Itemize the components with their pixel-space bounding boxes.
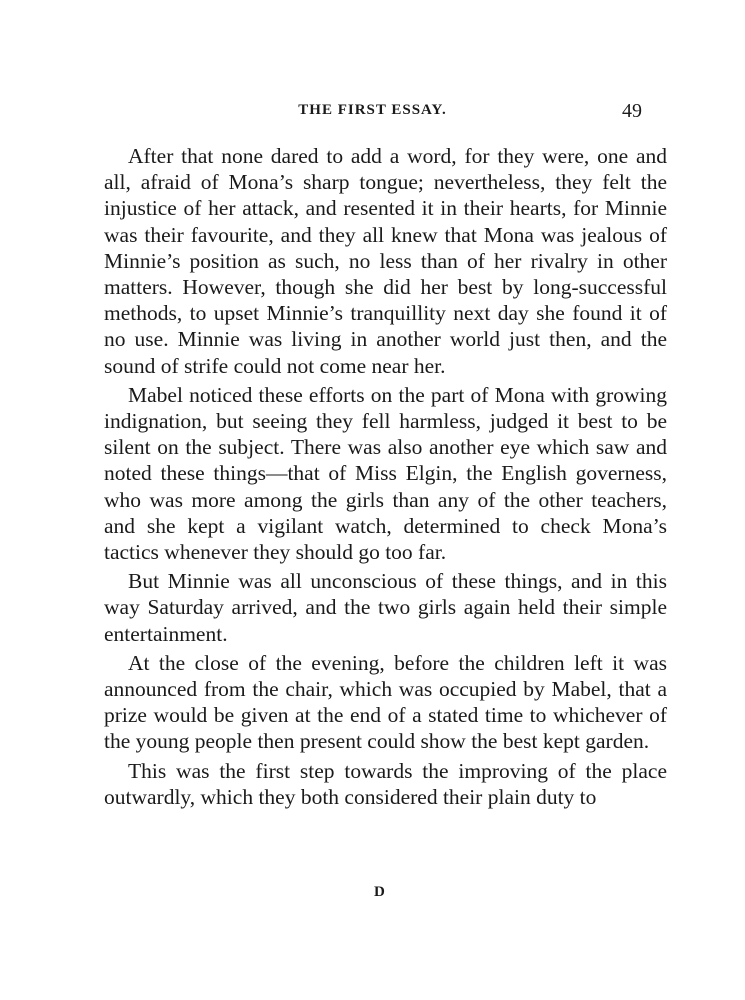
page-number: 49: [622, 100, 642, 122]
paragraph: This was the first step towards the improving of the place outwardly, which they both considered their plain duty to: [104, 758, 667, 809]
paragraph: But Minnie was all unconscious of these things, and in this way Saturday arrived, and the two girls again held their simple entertainment.: [104, 569, 667, 646]
running-title: THE FIRST ESSAY.: [298, 102, 447, 118]
paragraph: At the close of the evening, before the children left it was announced from the chair, which was occupied by Mabel, that a prize would be given at the end of a stated time to whichever of the young people then present could show the best kept garden.: [104, 650, 667, 754]
signature-mark: D: [374, 884, 385, 900]
paragraph: After that none dared to add a word, for they were, one and all, afraid of Mona’s sharp tongue; nevertheless, they felt the injustice of her attack, and resented it in their hearts, for Minnie was their favourite, and they all knew that Mona was jealous of Minnie’s position as such, no less than of her rivalry in other matters. However, though she did her best by long-successful methods, to upset Minnie’s tranquillity next day she found it of no use. Minnie was living in another world just then, and the sound of strife could not come near her.: [104, 144, 667, 378]
running-head: [0, 100, 745, 128]
body-text: [104, 143, 667, 813]
paragraph: Mabel noticed these efforts on the part of Mona with growing indignation, but seeing they fell harmless, judged it best to be silent on the subject. There was also another eye which saw and noted these things—that of Miss Elgin, the English governess, who was more among the girls than any of the other teachers, and she kept a vigilant watch, determined to check Mona’s tactics whenever they should go too far.: [104, 382, 667, 565]
